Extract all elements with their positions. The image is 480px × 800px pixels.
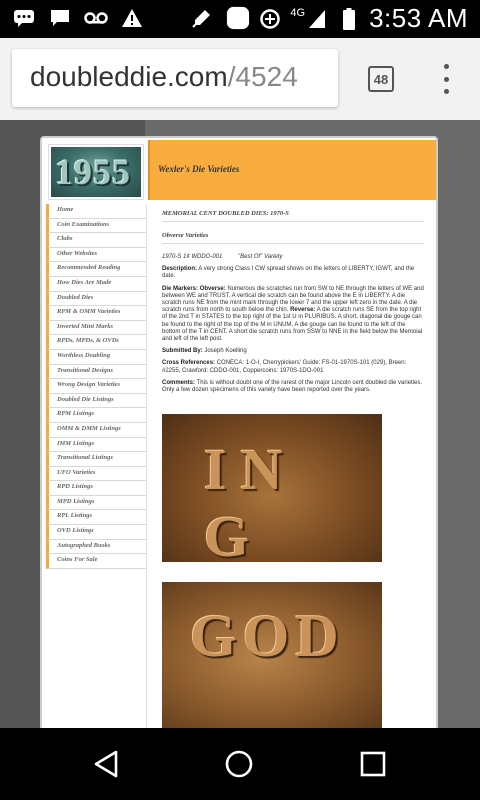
description-label: Description: <box>162 266 198 273</box>
submitted-label: Submitted By: <box>162 348 203 355</box>
reverse-text: A die scratch runs SE from the top right of the 2nd T in STATES to the top right of the 1st U in PLURIBUS. A short, diagonal die gouge can be found to the right of the top of the M in UNUM. A die gouge can be found to the left of the bottom of the T in CENT. A short die scratch runs from SSW to NNE in the field below the Memoial and left of the left post. <box>162 307 423 343</box>
coin-image-1-letters: IN G <box>204 437 297 562</box>
sidebar-item-autographed-books[interactable] <box>46 540 146 555</box>
url-path: /4524 <box>227 61 298 92</box>
variety-tag: "Best Of" Variety <box>238 254 283 260</box>
sidebar-item-label: Doubled Dies <box>57 293 94 301</box>
mic-off-icon <box>190 6 214 30</box>
sidebar-item-label: Clubs <box>57 235 73 243</box>
message-icon <box>48 6 72 30</box>
warning-icon <box>120 6 144 30</box>
site-title: Wexler's Die Varieties <box>158 164 240 174</box>
sidebar-item-omm-dmm-listings[interactable] <box>46 423 146 438</box>
browser-toolbar <box>0 38 480 120</box>
sidebar-item-imm-listings[interactable] <box>46 438 146 453</box>
site-container <box>40 136 438 728</box>
sidebar-item-label: Transitional Listings <box>57 454 113 462</box>
sidebar-item-label: RPL Listings <box>57 512 92 520</box>
sidebar-item-recommended-reading[interactable] <box>46 262 146 277</box>
overflow-menu-icon[interactable] <box>436 64 456 94</box>
sidebar-item-label: Home <box>57 206 74 213</box>
sidebar-item-how-dies-are-made[interactable] <box>46 277 146 292</box>
sidebar-item-label: Inverted Mint Marks <box>57 322 113 330</box>
sidebar-item-label: IMM Listings <box>57 439 95 447</box>
sidebar-item-transitional-designs[interactable] <box>46 365 146 380</box>
sidebar-item-doubled-die-listings[interactable] <box>46 394 146 409</box>
tab-switcher-button[interactable]: 48 <box>368 66 394 92</box>
submitted-paragraph <box>162 348 424 355</box>
battery-icon <box>337 7 361 31</box>
submitted-text: Joseph Koelling <box>204 348 247 355</box>
url-field[interactable] <box>12 49 338 107</box>
cross-references-text: CONECA: 1-O-I, Cherrypickers' Guide: FS-01-1970S-101 (029), Breen: #2255, Crawford: CDDO-001, Coppercoins: 1970S-1DO-001 <box>162 360 407 374</box>
status-bar <box>0 0 480 38</box>
signal-icon <box>305 7 329 31</box>
reverse-label: Reverse: <box>290 307 316 314</box>
sidebar-item-home[interactable] <box>46 204 146 219</box>
cross-references-paragraph <box>162 360 424 374</box>
sidebar-item-rpl-listings[interactable] <box>46 510 146 525</box>
cross-references-label: Cross References: <box>162 360 216 367</box>
page-heading: MEMORIAL CENT DOUBLED DIES: 1970-S <box>162 210 289 217</box>
sidebar-item-label: MPD Listings <box>57 497 95 505</box>
sidebar-item-label: How Dies Are Made <box>57 278 112 286</box>
sidebar-item-label: Coin Examinations <box>57 220 110 228</box>
data-saver-icon <box>258 7 282 31</box>
sidebar-item-other-websites[interactable] <box>46 248 146 263</box>
app-icon <box>226 6 250 30</box>
comments-paragraph <box>162 380 424 394</box>
description-paragraph <box>162 266 424 280</box>
sidebar-item-label: RPM & OMM Varieties <box>57 308 121 316</box>
sidebar-item-inverted-mint-marks[interactable] <box>46 321 146 336</box>
recents-icon[interactable] <box>355 746 391 782</box>
description-text: A very strong Class I CW spread shows on the letters of LIBERTY, IGWT, and the date. <box>162 266 415 280</box>
url-domain: doubleddie.com <box>30 61 228 92</box>
sidebar-nav <box>46 204 146 569</box>
web-page-viewport[interactable] <box>0 120 480 728</box>
clock: 3:53 AM <box>369 3 468 33</box>
sidebar-item-label: Transitional Designs <box>57 366 113 374</box>
variety-line <box>162 254 424 261</box>
sidebar-item-label: OMM & DMM Listings <box>57 424 121 432</box>
home-icon[interactable] <box>221 746 257 782</box>
sidebar-item-label: RPDs, MPDs, & OVDs <box>57 337 119 345</box>
site-logo[interactable] <box>48 144 144 200</box>
comments-label: Comments: <box>162 379 196 386</box>
main-content <box>162 210 424 399</box>
back-icon[interactable] <box>88 746 124 782</box>
android-nav-bar <box>0 728 480 800</box>
sidebar-item-label: Autographed Books <box>57 541 111 549</box>
sidebar-item-doubled-dies[interactable] <box>46 292 146 307</box>
coin-image-2-letters: GOD <box>190 603 345 669</box>
header-banner <box>148 140 436 200</box>
coin-closeup-image-2[interactable] <box>162 582 382 728</box>
sidebar-item-rpm-omm-varieties[interactable] <box>46 306 146 321</box>
voicemail-icon <box>84 6 108 30</box>
coin-logo-image <box>51 147 141 197</box>
sidebar-item-label: Wrong Design Varieties <box>57 381 121 389</box>
sidebar-item-label: RPM Listings <box>57 410 95 418</box>
sidebar-item-coins-for-sale[interactable] <box>46 554 146 569</box>
sidebar-item-label: OVD Listings <box>57 527 94 535</box>
obverse-label: Obverse: <box>199 285 226 292</box>
chat-notification-icon <box>12 6 36 30</box>
sidebar-item-rpd-listings[interactable] <box>46 481 146 496</box>
section-heading: Obverse Varieties <box>162 232 209 239</box>
sidebar-item-ufo-varieties[interactable] <box>46 467 146 482</box>
sidebar-item-label: Other Websites <box>57 249 98 257</box>
sidebar-item-mpd-listings[interactable] <box>46 496 146 511</box>
sidebar-item-transitional-listings[interactable] <box>46 452 146 467</box>
sidebar-item-label: Doubled Die Listings <box>57 395 114 403</box>
sidebar-item-clubs[interactable] <box>46 233 146 248</box>
logo-year: 1955 <box>55 152 131 192</box>
comments-text: This is without doubt one of the rarest of the major Lincoln cent doubled die varieties. Only a few dozen specimens of this variety have been reported over the years. <box>162 379 423 394</box>
sidebar-item-label: Worthless Doubling <box>57 351 111 359</box>
network-type-label: 4G <box>290 6 306 19</box>
sidebar-item-wrong-design-varieties[interactable] <box>46 379 146 394</box>
sidebar-item-label: RPD Listings <box>57 483 93 491</box>
sidebar-item-label: Coins For Sale <box>57 556 98 564</box>
sidebar-item-label: UFO Varieties <box>57 468 96 476</box>
coin-closeup-image-1[interactable] <box>162 414 382 562</box>
variety-id: 1970-S 1¢ WDDO-001 <box>162 254 223 260</box>
sidebar-item-ovd-listings[interactable] <box>46 525 146 540</box>
sidebar-item-rpds-mpds-ovds[interactable] <box>46 335 146 350</box>
die-markers-paragraph <box>162 286 424 344</box>
die-markers-label: Die Markers: <box>162 285 199 292</box>
sidebar-item-worthless-doubling[interactable] <box>46 350 146 365</box>
sidebar-item-rpm-listings[interactable] <box>46 408 146 423</box>
obverse-text: Numerous die scratches run from SW to NE through the letters of WE and between WE and TRUST. A vertical die scratch can be found above the E in LIBERTY. A die scratch runs NE from the mint mark through the lower 7 and the upper left zero in the date. A die scratch runs from north to south below the chin. <box>162 285 424 314</box>
sidebar-item-label: Recommended Reading <box>57 264 121 272</box>
sidebar-item-coin-examinations[interactable] <box>46 219 146 234</box>
